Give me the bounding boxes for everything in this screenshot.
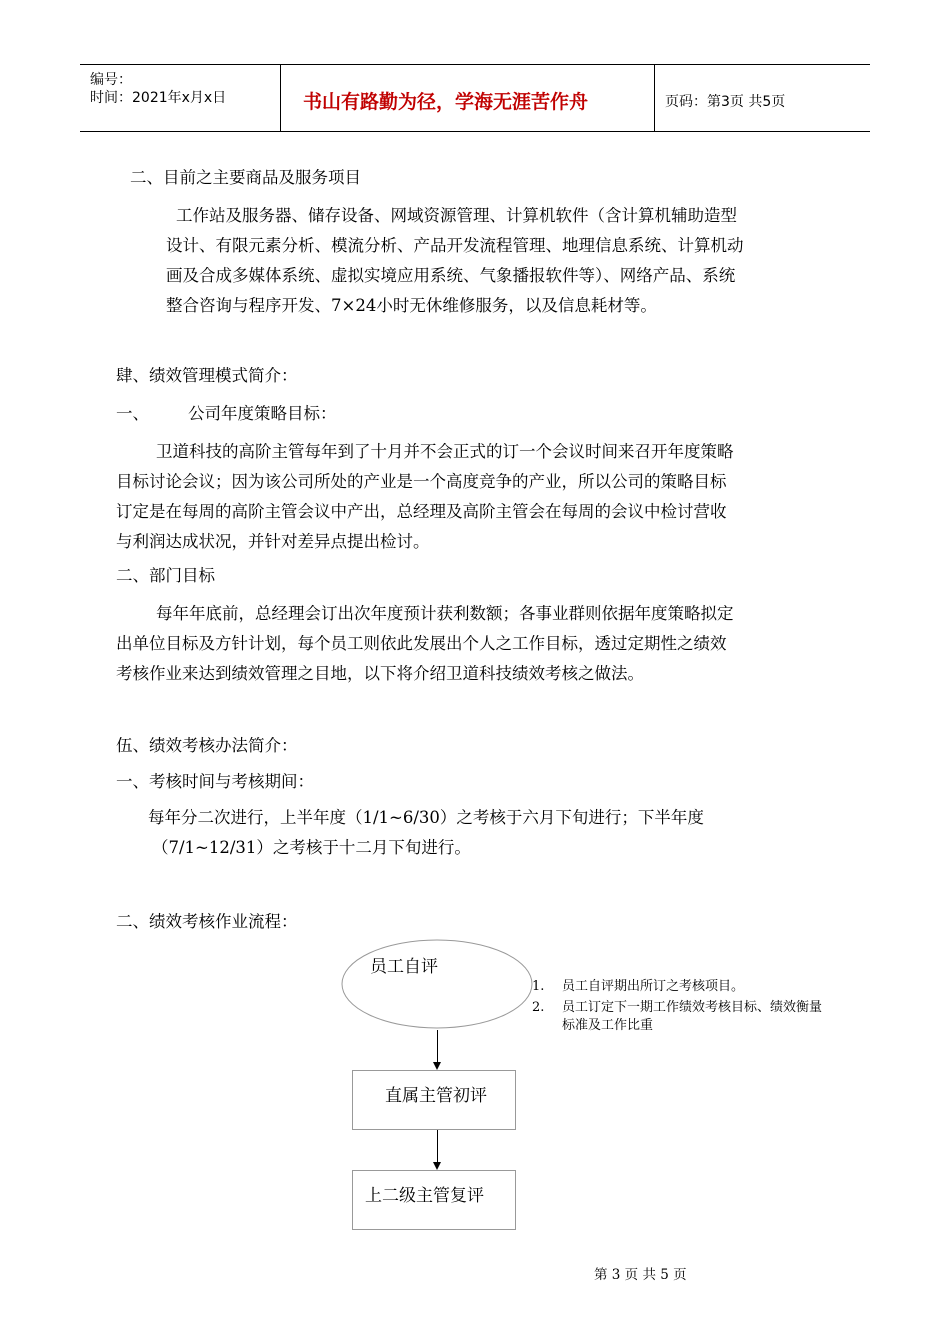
flowchart-box-second-level-supervisor	[352, 1170, 516, 1230]
header-page-number: 页码：第3页 共5页	[665, 94, 786, 110]
flowchart-arrow-head	[433, 1062, 441, 1070]
flowchart-arrow	[437, 1130, 438, 1163]
flowchart-step-direct-supervisor: 直属主管初评	[385, 1086, 487, 1106]
flowchart-box-direct-supervisor	[352, 1070, 516, 1130]
header-slogan: 书山有路勤为径，学海无涯苦作舟	[303, 91, 589, 113]
products-heading: 二、目前之主要商品及服务项目	[130, 168, 361, 187]
flowchart-step-second-level-supervisor: 上二级主管复评	[365, 1186, 484, 1206]
department-goal-line: 每年年底前，总经理会订出次年度预计获利数额；各事业群则依据年度策略拟定	[156, 604, 734, 623]
flowchart-note-text: 员工订定下一期工作绩效考核目标、绩效衡量	[562, 1000, 823, 1015]
products-line: 设计、有限元素分析、模流分析、产品开发流程管理、地理信息系统、计算机动	[166, 236, 744, 255]
flowchart-step-self-review: 员工自评	[370, 957, 438, 977]
flowchart-arrow-head	[433, 1162, 441, 1170]
page-header	[80, 64, 870, 132]
department-goal-line: 考核作业来达到绩效管理之目地，以下将介绍卫道科技绩效考核之做法。	[116, 664, 644, 683]
flowchart-arrow	[437, 1030, 438, 1063]
strategy-number: 一、	[116, 404, 149, 423]
appraisal-time-line: （7/1~12/31）之考核于十二月下旬进行。	[152, 838, 471, 857]
document-number-label: 编号：	[90, 72, 132, 88]
flowchart-note-number: 2.	[532, 1000, 545, 1015]
strategy-heading: 公司年度策略目标：	[188, 404, 337, 423]
flowchart-note-text-continued: 标准及工作比重	[562, 1018, 654, 1033]
appraisal-time-heading: 一、考核时间与考核期间：	[116, 772, 314, 791]
page-footer: 第 3 页 共 5 页	[594, 1267, 687, 1283]
department-goal-line: 出单位目标及方针计划，每个员工则依此发展出个人之工作目标，透过定期性之绩效	[116, 634, 727, 653]
strategy-paragraph-line: 目标讨论会议；因为该公司所处的产业是一个高度竞争的产业，所以公司的策略目标	[116, 472, 727, 491]
strategy-paragraph-line: 与利润达成状况，并针对差异点提出检讨。	[116, 532, 430, 551]
products-line: 工作站及服务器、储存设备、网域资源管理、计算机软件（含计算机辅助造型	[176, 206, 737, 225]
department-goal-heading: 二、部门目标	[116, 566, 215, 585]
performance-heading: 肆、绩效管理模式简介：	[116, 366, 298, 385]
strategy-paragraph-line: 卫道科技的高阶主管每年到了十月并不会正式的订一个会议时间来召开年度策略	[156, 442, 734, 461]
header-page-cell	[655, 65, 870, 131]
document-time-label: 时间：2021年x月x日	[90, 90, 227, 106]
header-slogan-cell	[281, 65, 655, 131]
appraisal-flow-heading: 二、绩效考核作业流程：	[116, 912, 298, 931]
flowchart-note-number: 1.	[532, 979, 545, 994]
appraisal-time-line: 每年分二次进行，上半年度（1/1~6/30）之考核于六月下旬进行；下半年度	[148, 808, 704, 827]
flowchart-note-text: 员工自评期出所订之考核项目。	[562, 979, 745, 994]
header-meta-cell	[80, 65, 281, 131]
products-line: 整合咨询与程序开发、7×24小时无休维修服务，以及信息耗材等。	[166, 296, 657, 315]
appraisal-heading: 伍、绩效考核办法简介：	[116, 736, 298, 755]
products-line: 画及合成多媒体系统、虚拟实境应用系统、气象播报软件等）、网络产品、系统	[166, 266, 736, 285]
strategy-paragraph-line: 订定是在每周的高阶主管会议中产出，总经理及高阶主管会在每周的会议中检讨营收	[116, 502, 727, 521]
